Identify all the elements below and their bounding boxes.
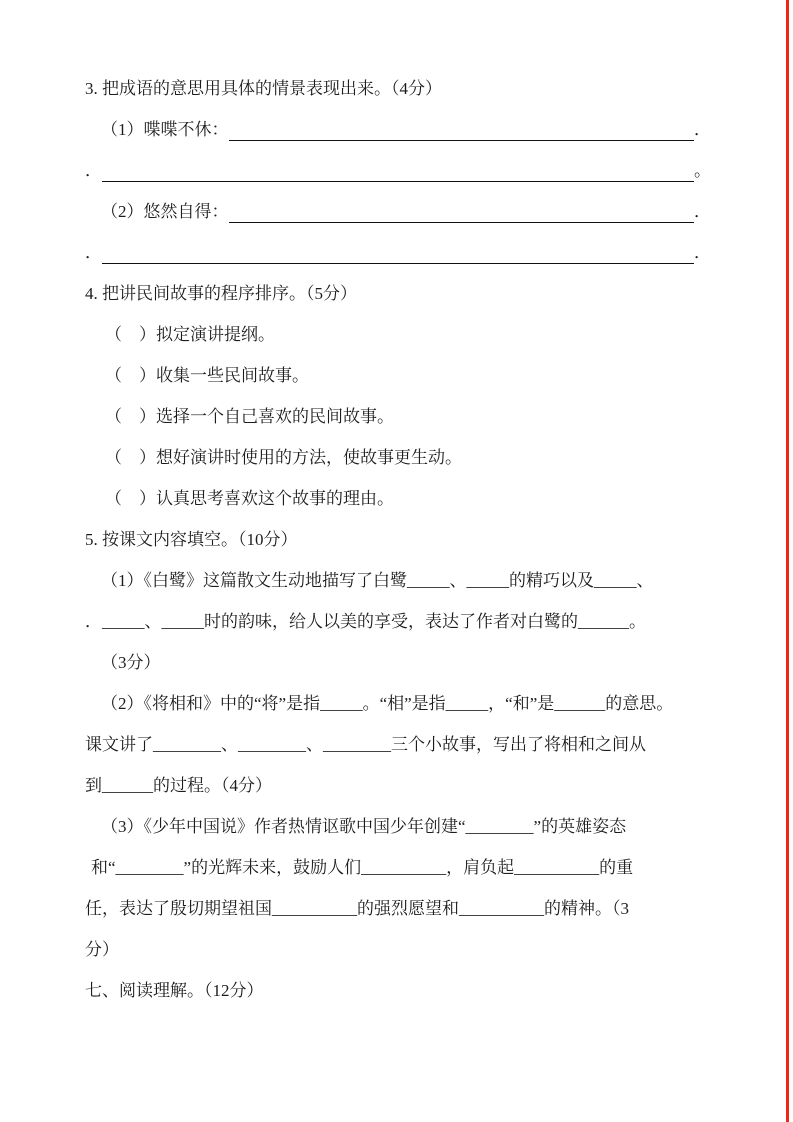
question-5-heading: 5. 按课文内容填空。（10分）: [85, 530, 298, 549]
q3-item-1-line-1-end: ．: [694, 120, 711, 139]
answer-blank-line: [102, 150, 694, 191]
q3-item-2-label: （2）悠然自得：: [101, 202, 229, 221]
answer-blank-line: [102, 232, 694, 273]
q5-part1-score: （3分）: [101, 653, 161, 672]
red-margin-line: [786, 0, 789, 1122]
q5-part3-line: 分）: [85, 940, 119, 959]
q4-order-item: （ ）选择一个自己喜欢的民间故事。: [105, 407, 394, 426]
q4-order-item: （ ）收集一些民间故事。: [105, 366, 309, 385]
q3-item-1-label: （1）喋喋不休：: [101, 120, 229, 139]
q3-item-1-line-2-end: 。: [694, 161, 711, 180]
q4-order-item: （ ）拟定演讲提纲。: [105, 325, 275, 344]
q4-order-item: （ ）认真思考喜欢这个故事的理由。: [105, 489, 394, 508]
q4-order-item: （ ）想好演讲时使用的方法，使故事更生动。: [105, 448, 462, 467]
q5-part3-line: （3）《少年中国说》作者热情讴歌中国少年创建“________”的英雄姿态: [101, 817, 627, 836]
answer-blank-line: [229, 191, 695, 232]
exam-page-content: [85, 68, 711, 1011]
section-7-heading: 七、阅读理解。（12分）: [85, 981, 264, 1000]
q5-part2-line: 课文讲了________、________、________三个小故事，写出了将相和之间从: [85, 735, 646, 754]
answer-blank-line: [229, 109, 695, 150]
q5-part3-line: 任，表达了殷切期望祖国__________的强烈愿望和__________的精神。（3: [85, 899, 629, 918]
q3-item-1-line-2: [85, 150, 711, 191]
q3-item-2-line-1: [85, 191, 711, 232]
question-4-heading: 4. 把讲民间故事的程序排序。（5分）: [85, 284, 357, 303]
q5-part3-line: 和“________”的光辉未来，鼓励人们__________，肩负起__________的重: [91, 858, 634, 877]
q5-part1-line: （1）《白鹭》这篇散文生动地描写了白鹭_____、_____的精巧以及_____、: [101, 571, 654, 590]
q5-part1-line: ．_____、_____时的韵味，给人以美的享受，表达了作者对白鹭的______。: [85, 612, 646, 631]
q3-item-2-line-2-start: ．: [85, 243, 102, 262]
question-3-heading: 3. 把成语的意思用具体的情景表现出来。（4分）: [85, 79, 442, 98]
q5-part2-line: （2）《将相和》中的“将”是指_____。“相”是指_____，“和”是______的意思。: [101, 694, 674, 713]
q5-part2-line: 到______的过程。（4分）: [85, 776, 272, 795]
q3-item-2-line-1-end: ．: [694, 202, 711, 221]
q3-item-2-line-2-end: ．: [694, 243, 711, 262]
q3-item-1-line-1: [85, 109, 711, 150]
q3-item-1-line-2-start: ．: [85, 161, 102, 180]
q3-item-2-line-2: [85, 232, 711, 273]
